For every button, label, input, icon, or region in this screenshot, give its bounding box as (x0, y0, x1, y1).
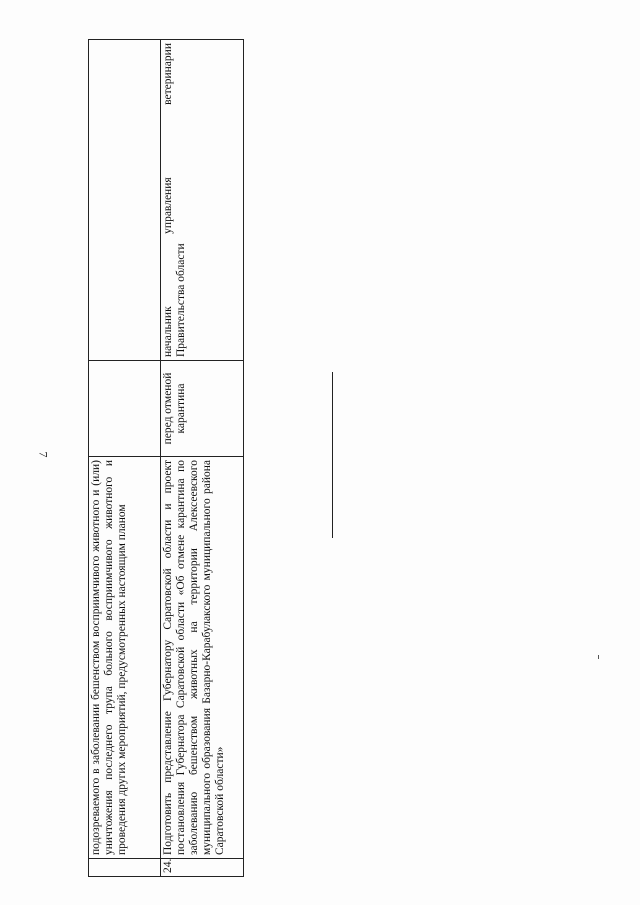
row-number-cell (89, 859, 161, 877)
responsible-word: управления (162, 177, 174, 234)
responsible-word: начальник (162, 306, 174, 357)
closing-line (332, 372, 333, 538)
plan-table (88, 39, 244, 877)
term-cell (89, 361, 161, 457)
responsible-cell (89, 40, 161, 361)
scan-speck (598, 655, 599, 659)
term-cell: перед отменой карантина (161, 361, 244, 457)
rotated-table-container (88, 40, 243, 877)
responsible-word: ветеринарии (162, 43, 174, 105)
page-number: 7 (36, 451, 51, 458)
event-cell: подозреваемого в заболевании бешенством восприимчивого животного и (или) уничтожения последнего трупа больного восприимчивого животного и проведения других мероприятий, предусмотренных настоящим планом (89, 457, 161, 859)
responsible-cell (161, 40, 244, 361)
responsible-line (162, 43, 175, 357)
table-row (89, 40, 161, 877)
table-row (161, 40, 244, 877)
responsible-rest: Правительства области (175, 243, 187, 357)
row-number-cell: 24. (161, 859, 244, 877)
event-cell: Подготовить представление Губернатору Саратовской области и проект постановления Губернатора Саратовской области «Об отмене карантина по заболеванию бешенством животных на территории Алексеевского муниципального образования Базарно-Карабулакского муниципального района Саратовской области» (161, 457, 244, 859)
